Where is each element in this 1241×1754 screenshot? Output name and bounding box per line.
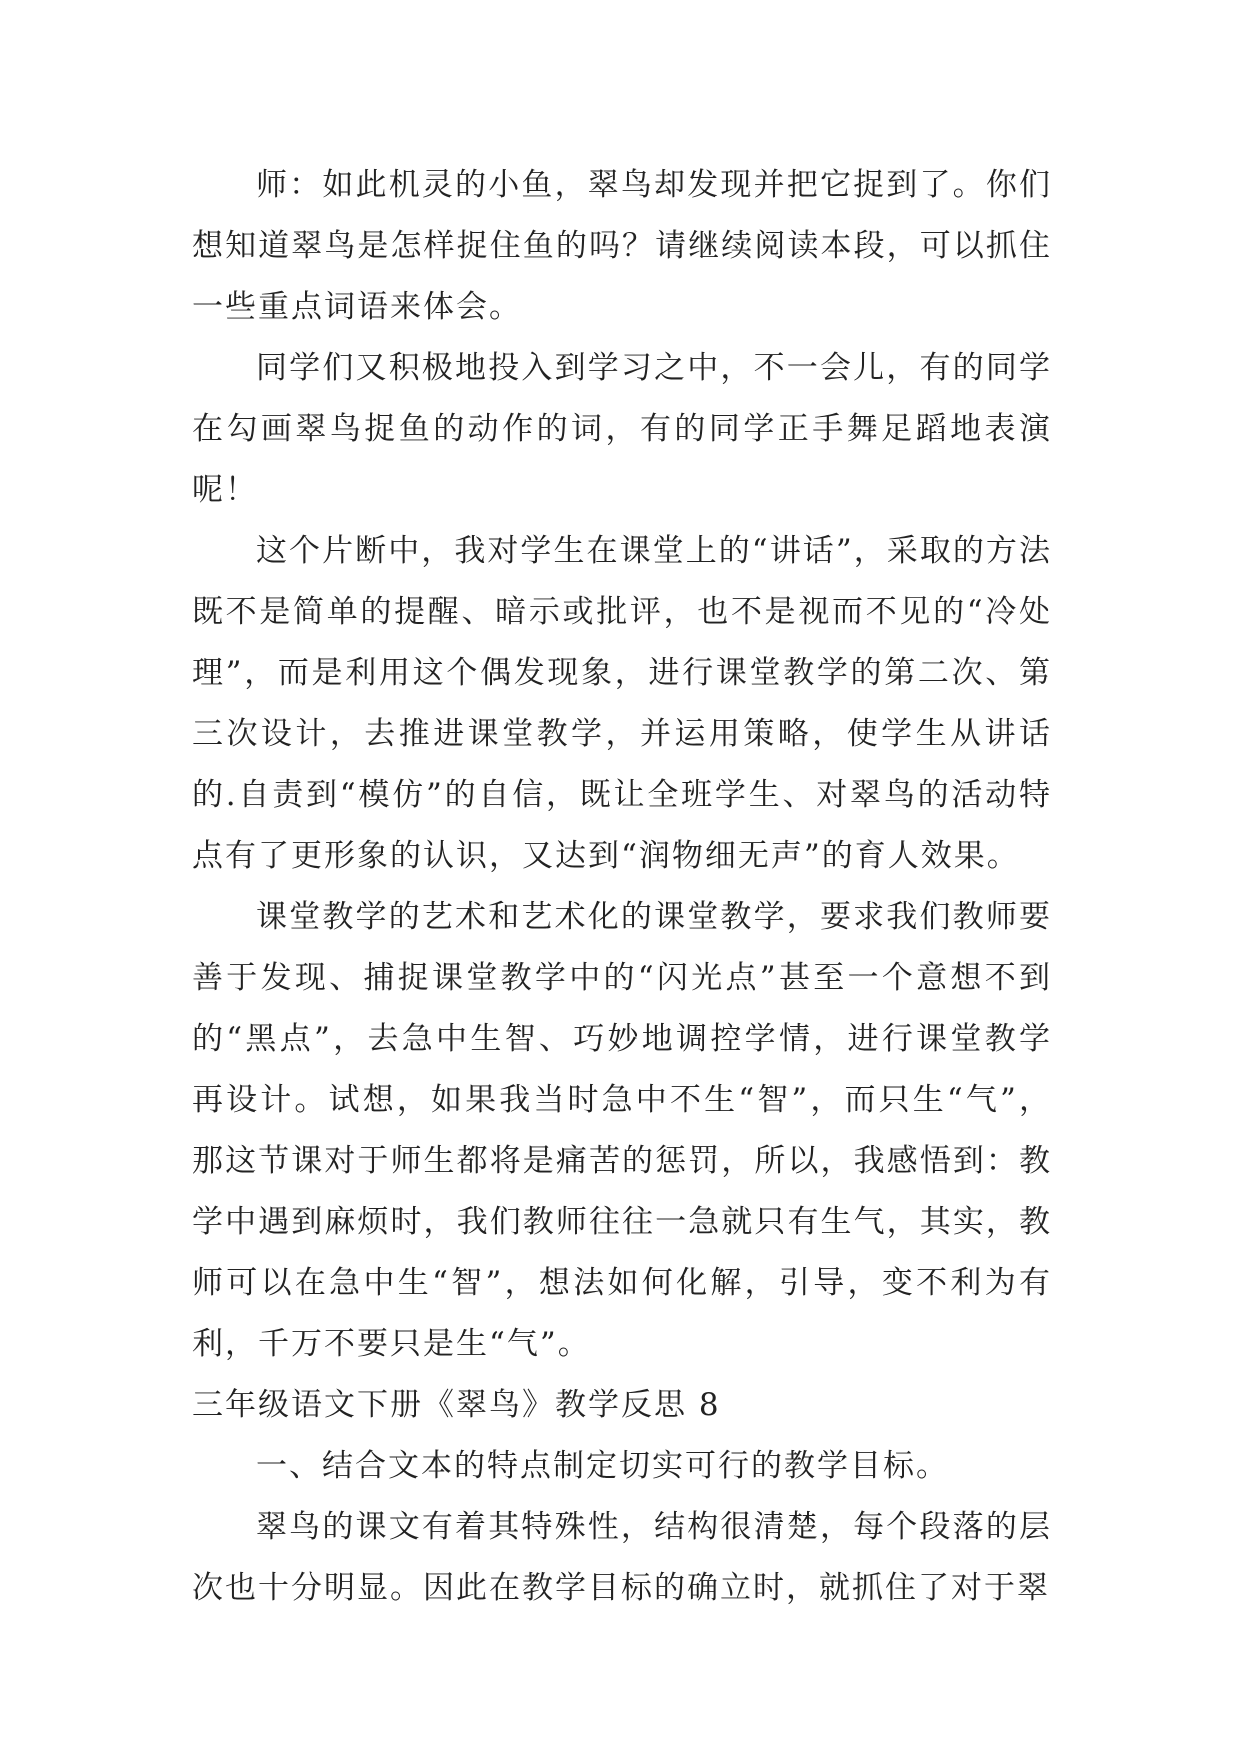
paragraph-goal-point: 一、结合文本的特点制定切实可行的教学目标。 [256,1448,949,1484]
section-heading: 三年级语文下册《翠鸟》教学反思 8 [192,1387,721,1423]
paragraph-text-structure: 翠鸟的课文有着其特殊性，结构很清楚，每个段落的层次也十分明显。因此在教学目标的确立时，就抓住了对于翠 [192,1509,1052,1606]
document-body [192,155,1052,1619]
paragraph-teaching-art: 课堂教学的艺术和艺术化的课堂教学，要求我们教师要善于发现、捕捉课堂教学中的“闪光点”甚至一个意想不到的“黑点”，去急中生智、巧妙地调控学情，进行课堂教学再设计。试想，如果我当时急中不生“智”，而只生“气”，那这节课对于师生都将是痛苦的惩罚，所以，我感悟到：教学中遇到麻烦时，我们教师往往一急就只有生气，其实，教师可以在急中生“智”，想法如何化解，引导，变不利为有利，千万不要只是生“气”。 [192,899,1052,1362]
paragraph-students-activity: 同学们又积极地投入到学习之中，不一会儿，有的同学在勾画翠鸟捉鱼的动作的词，有的同学正手舞足蹈地表演呢！ [192,350,1052,508]
paragraph-episode-reflection: 这个片断中，我对学生在课堂上的“讲话”，采取的方法既不是简单的提醒、暗示或批评，也不是视而不见的“冷处理”，而是利用这个偶发现象，进行课堂教学的第二次、第三次设计，去推进课堂教学，并运用策略，使学生从讲话的.自责到“模仿”的自信，既让全班学生、对翠鸟的活动特点有了更形象的认识，又达到“润物细无声”的育人效果。 [192,533,1052,874]
paragraph-teacher-question: 师：如此机灵的小鱼，翠鸟却发现并把它捉到了。你们想知道翠鸟是怎样捉住鱼的吗？请继续阅读本段，可以抓住一些重点词语来体会。 [192,167,1052,325]
